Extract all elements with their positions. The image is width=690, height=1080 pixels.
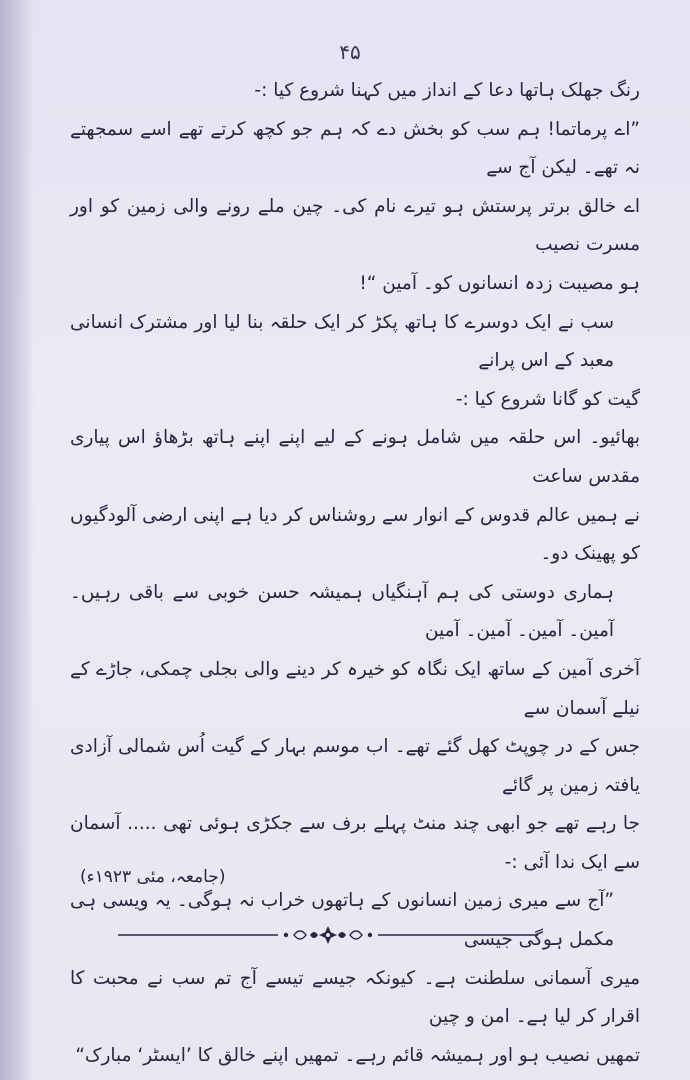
divider-ornament	[118, 920, 538, 950]
text-line: میری آسمانی سلطنت ہے۔ کیونکہ جیسے تیسے آج تم سب نے محبت کا اقرار کر لیا ہے۔ امن و چین	[70, 967, 640, 1028]
text-line: ہماری دوستی کی ہم آہنگیاں ہمیشہ حسن خوبی سے باقی رہیں۔ آمین۔ آمین۔ آمین۔ آمین	[70, 581, 614, 642]
text-line: آخری آمین کے ساتھ ایک نگاہ کو خیرہ کر دینے والی بجلی چمکی، جاڑے کے نیلے آسمان سے	[70, 658, 640, 719]
text-line: ”اے پرماتما! ہم سب کو بخش دے کہ ہم جو کچھ کرتے تھے اسے سمجھتے نہ تھے۔ لیکن آج سے	[70, 118, 640, 179]
text-line: گیت کو گانا شروع کیا :-	[455, 388, 640, 410]
text-line: اے خالق برتر پرستش ہو تیرے نام کی۔ چین ملے رونے والی زمین کو اور مسرت نصیب	[70, 195, 640, 256]
text-line: رنگ جھلک ہاتھا دعا کے انداز میں کہنا شروع کیا :-	[254, 80, 640, 101]
text-line: بھائیو۔ اس حلقہ میں شامل ہونے کے لیے اپنے اپنے ہاتھ بڑھاؤ اس پیاری مقدس ساعت	[70, 427, 640, 487]
text-line: جا رہے تھے جو ابھی چند منٹ پہلے برف سے جکڑی ہوئی تھی ..... آسمان سے ایک ندا آئی :-	[70, 813, 640, 873]
text-line: ”آج سے میری زمین انسانوں کے ہاتھوں خراب نہ ہوگی۔ یہ ویسی ہی مکمل ہوگی جیسی	[70, 890, 614, 951]
text-line: نے ہمیں عالم قدوس کے انوار سے روشناس کر دیا ہے اپنی ارضی آلودگیوں کو پھینک دو۔	[70, 504, 640, 565]
text-line: تمھیں نصیب ہو اور ہمیشہ قائم رہے۔ تمھیں اپنے خالق کا ’ایسٹر‘ مبارک“	[75, 1044, 640, 1066]
page-gutter-shadow	[0, 0, 34, 1080]
text-line: جس کے در چوپٹ کھل گئے تھے۔ اب موسم بہار کے گیت اُس شمالی آزادی یافتہ زمین پر گائے	[70, 736, 640, 796]
text-line: سب نے ایک دوسرے کا ہاتھ پکڑ کر ایک حلقہ بنا لیا اور مشترک انسانی معبد کے اس پرانے	[70, 311, 614, 372]
source-citation: (جامعہ، مئی ۱۹۲۳ء)	[80, 867, 226, 887]
page-number: ۴۵	[339, 40, 361, 64]
text-line: ہو مصیبت زدہ انسانوں کو۔ آمین “!	[359, 272, 640, 294]
